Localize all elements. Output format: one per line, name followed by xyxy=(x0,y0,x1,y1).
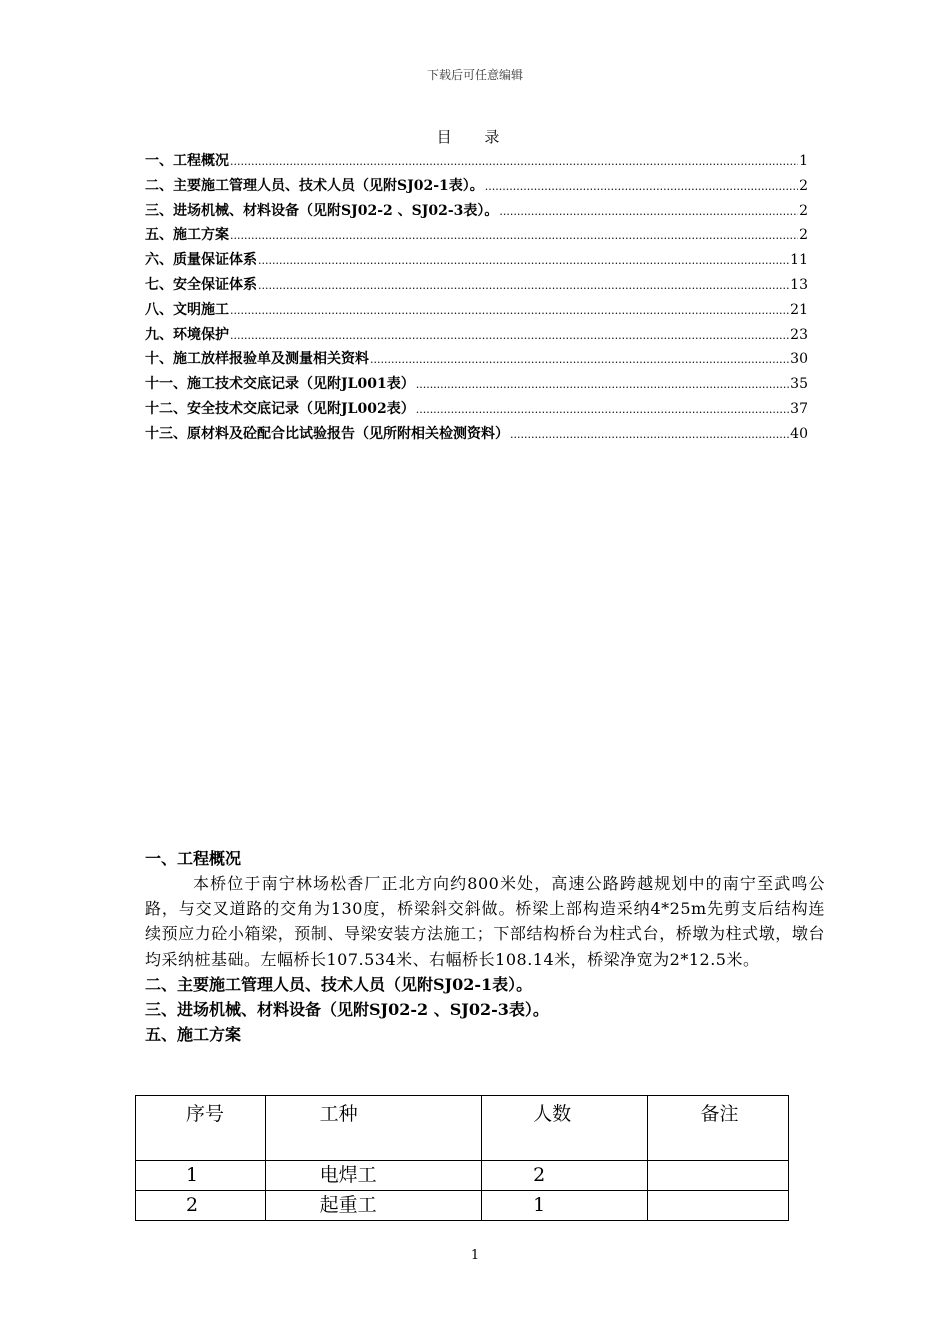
toc-entry-title: 一、工程概况 xyxy=(145,153,229,169)
section-heading: 二、主要施工管理人员、技术人员（见附SJ02-1表）。 xyxy=(145,974,533,994)
toc-leader-dots xyxy=(258,279,789,292)
toc-leader-dots xyxy=(510,428,789,441)
toc-entry[interactable] xyxy=(145,398,808,423)
toc-entry-page: 2 xyxy=(799,227,808,244)
document-body xyxy=(145,846,825,1047)
staff-table xyxy=(135,1095,789,1221)
toc-entry[interactable] xyxy=(145,224,808,249)
toc-leader-dots xyxy=(416,403,789,416)
toc-entry-page: 2 xyxy=(799,202,808,219)
toc-entry-title: 二、主要施工管理人员、技术人员（见附SJ02-1表）。 xyxy=(145,177,484,194)
toc-entry-title: 五、施工方案 xyxy=(145,227,229,244)
toc-leader-dots xyxy=(416,378,789,391)
toc-entry-page: 40 xyxy=(790,425,808,442)
toc-entry[interactable] xyxy=(145,150,808,175)
toc-entry-title: 十、施工放样报验单及测量相关资料 xyxy=(145,351,369,368)
table-row xyxy=(136,1161,789,1191)
cell-no: 1 xyxy=(136,1161,266,1191)
table-header-row xyxy=(136,1096,789,1161)
toc-entry[interactable] xyxy=(145,299,808,324)
toc-entry-page: 30 xyxy=(790,351,808,368)
header-note: 下载后可任意编辑 xyxy=(426,68,523,82)
toc-entry-title: 三、进场机械、材料设备（见附SJ02-2 、SJ02-3表）。 xyxy=(145,202,499,219)
toc-entry[interactable] xyxy=(145,249,808,274)
toc-leader-dots xyxy=(230,155,798,168)
section-heading: 五、施工方案 xyxy=(145,1024,242,1044)
toc-entry-page: 37 xyxy=(790,400,808,417)
toc-entry-title: 八、文明施工 xyxy=(145,301,229,318)
toc-entry-title: 九、环境保护 xyxy=(145,326,229,343)
toc-entry-title: 十三、原材料及砼配合比试验报告（见所附相关检测资料） xyxy=(145,425,509,442)
toc-entry[interactable] xyxy=(145,373,808,398)
toc-entry-title: 十二、安全技术交底记录（见附JL002表） xyxy=(145,400,415,417)
toc-entry[interactable] xyxy=(145,274,808,299)
cell-remark xyxy=(647,1161,788,1191)
toc-entry[interactable] xyxy=(145,200,808,225)
toc-entry-page: 2 xyxy=(799,177,808,194)
toc-entry-title: 六、质量保证体系 xyxy=(145,252,257,269)
table-row xyxy=(136,1191,789,1221)
toc-entry[interactable] xyxy=(145,175,808,200)
cell-remark xyxy=(647,1191,788,1221)
page-number: 1 xyxy=(470,1248,480,1263)
toc-leader-dots xyxy=(230,304,789,317)
toc-leader-dots xyxy=(230,329,789,342)
toc-entry-page: 1 xyxy=(799,153,808,169)
header-cell-remark: 备注 xyxy=(647,1096,788,1161)
cell-trade: 电焊工 xyxy=(265,1161,482,1191)
toc-entry-page: 21 xyxy=(790,301,808,318)
toc-title: 目 录 xyxy=(436,128,514,146)
cell-count: 1 xyxy=(482,1191,647,1221)
toc-entry-page: 13 xyxy=(790,276,808,293)
toc-entry[interactable] xyxy=(145,423,808,448)
project-overview-paragraph: 本桥位于南宁林场松香厂正北方向约800米处，高速公路跨越规划中的南宁至武鸣公路，与交叉道路的交角为130度，桥梁斜交斜做。桥梁上部构造采纳4*25m先剪支后结构连续预应力砼小箱梁，预制、导梁安装方法施工；下部结构桥台为柱式台，桥墩为柱式墩，墩台均采纳桩基础。左幅桥长107.534米、右幅桥长108.14米，桥梁净宽为2*12.5米。 xyxy=(145,874,825,969)
toc-entry-title: 十一、施工技术交底记录（见附JL001表） xyxy=(145,376,415,393)
toc-leader-dots xyxy=(258,254,789,267)
toc-entry-title: 七、安全保证体系 xyxy=(145,276,257,293)
header-cell-count: 人数 xyxy=(482,1096,647,1161)
toc-entry-page: 23 xyxy=(790,326,808,343)
header-cell-trade: 工种 xyxy=(265,1096,482,1161)
toc-leader-dots xyxy=(499,205,798,218)
section-heading: 三、进场机械、材料设备（见附SJ02-2 、SJ02-3表）。 xyxy=(145,999,549,1019)
cell-no: 2 xyxy=(136,1191,266,1221)
toc-entry-page: 11 xyxy=(790,252,808,269)
header-cell-no: 序号 xyxy=(136,1096,266,1161)
table-of-contents xyxy=(145,150,808,448)
toc-entry[interactable] xyxy=(145,348,808,373)
cell-trade: 起重工 xyxy=(265,1191,482,1221)
toc-entry-page: 35 xyxy=(790,376,808,393)
section-heading: 一、工程概况 xyxy=(145,849,242,868)
toc-leader-dots xyxy=(230,229,798,242)
toc-leader-dots xyxy=(485,180,798,193)
cell-count: 2 xyxy=(482,1161,647,1191)
toc-entry[interactable] xyxy=(145,324,808,349)
toc-leader-dots xyxy=(370,353,789,366)
